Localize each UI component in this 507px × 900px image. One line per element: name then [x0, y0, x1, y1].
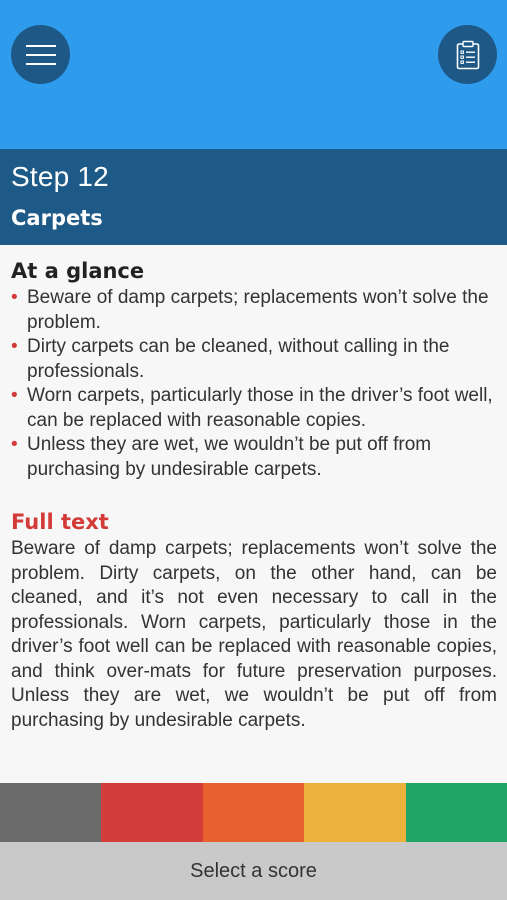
clipboard-checklist-icon: [456, 40, 480, 70]
score-option-orange[interactable]: [203, 783, 304, 842]
bullet-icon: •: [11, 287, 18, 308]
score-option-grey[interactable]: [0, 783, 101, 842]
checklist-button[interactable]: [438, 25, 497, 84]
list-item-text: Unless they are wet, we wouldn’t be put off from purchasing by undesirable carpets.: [27, 434, 432, 480]
menu-button[interactable]: [11, 25, 70, 84]
bullet-icon: •: [11, 385, 18, 406]
step-subtitle: Carpets: [11, 206, 103, 230]
step-header: [0, 149, 507, 245]
full-text-body: Beware of damp carpets; replacements won’t solve the problem. Dirty carpets, on the other hand, can be cleaned, and it’s not even necessary to call in the professionals. Worn carpets, particularly those in the driver’s foot well can be replaced with reasonable copies, and think over-mats for future preservation purposes. Unless they are wet, we wouldn’t be put off from purchasing by undesirable carpets.: [11, 538, 497, 731]
bullet-icon: •: [11, 434, 18, 455]
list-item-text: Worn carpets, particularly those in the driver’s foot well, can be replaced with reasonable copies.: [27, 385, 493, 431]
list-item: [11, 433, 497, 482]
list-item: [11, 335, 497, 384]
select-score-label: Select a score: [190, 859, 317, 882]
score-option-yellow[interactable]: [304, 783, 405, 842]
list-item-text: Beware of damp carpets; replacements won’t solve the problem.: [27, 287, 489, 333]
score-selector: [0, 783, 507, 842]
list-item-text: Dirty carpets can be cleaned, without calling in the professionals.: [27, 336, 450, 382]
full-text-heading: Full text: [11, 510, 109, 534]
bullet-icon: •: [11, 336, 18, 357]
glance-heading: At a glance: [11, 259, 145, 283]
top-bar: [0, 0, 507, 149]
score-option-red[interactable]: [101, 783, 202, 842]
step-title: Step 12: [11, 161, 109, 192]
content-area: [11, 256, 497, 733]
select-score-bar[interactable]: [0, 842, 507, 900]
list-item: [11, 286, 497, 335]
score-option-green[interactable]: [406, 783, 507, 842]
glance-list: [11, 286, 497, 482]
list-item: [11, 384, 497, 433]
hamburger-menu-icon: [26, 44, 56, 66]
